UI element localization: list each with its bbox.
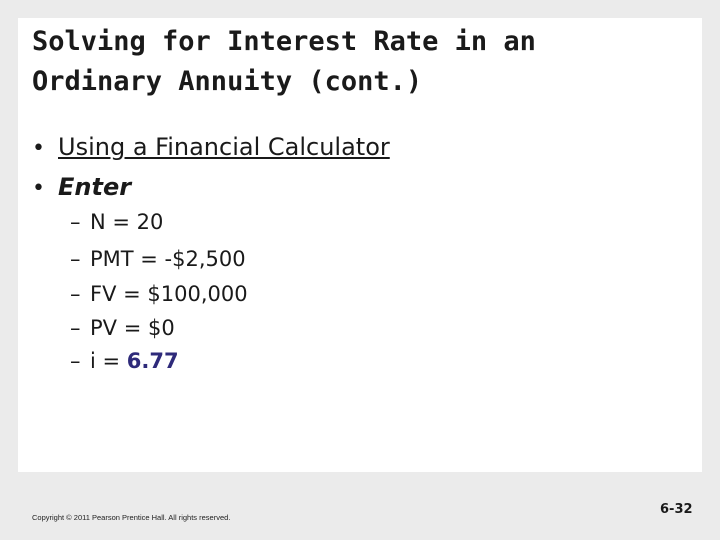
sub-item-marker: – bbox=[70, 316, 81, 340]
sub-item-pmt-text: PMT = -$2,500 bbox=[90, 247, 246, 271]
slide-title-line-1: Solving for Interest Rate in an bbox=[32, 26, 536, 57]
sub-item-pmt bbox=[70, 244, 246, 274]
bullet-item-financial-calculator bbox=[32, 130, 390, 166]
bullet-marker: • bbox=[32, 136, 45, 161]
sub-item-marker: – bbox=[70, 247, 81, 271]
sub-item-marker: – bbox=[70, 210, 81, 234]
financial-calculator-link[interactable]: Using a Financial Calculator bbox=[58, 133, 390, 161]
interest-rate-label: i = bbox=[90, 349, 127, 373]
enter-label: Enter bbox=[58, 173, 132, 201]
slide-title bbox=[32, 22, 672, 102]
sub-item-interest-rate bbox=[70, 346, 179, 376]
sub-item-marker: – bbox=[70, 349, 81, 373]
sub-item-pv-text: PV = $0 bbox=[90, 316, 175, 340]
slide-page-number: 6-32 bbox=[660, 502, 693, 517]
sub-item-n-text: N = 20 bbox=[90, 210, 164, 234]
sub-item-n bbox=[70, 207, 163, 237]
sub-item-marker: – bbox=[70, 282, 81, 306]
interest-rate-answer: 6.77 bbox=[126, 349, 179, 373]
bullet-marker: • bbox=[32, 176, 45, 201]
bullet-item-enter bbox=[32, 170, 131, 206]
slide-title-line-2: Ordinary Annuity (cont.) bbox=[32, 66, 423, 97]
sub-item-fv-text: FV = $100,000 bbox=[90, 282, 248, 306]
copyright-notice: Copyright © 2011 Pearson Prentice Hall. All rights reserved. bbox=[32, 513, 231, 522]
sub-item-fv bbox=[70, 279, 248, 309]
sub-item-pv bbox=[70, 313, 175, 343]
